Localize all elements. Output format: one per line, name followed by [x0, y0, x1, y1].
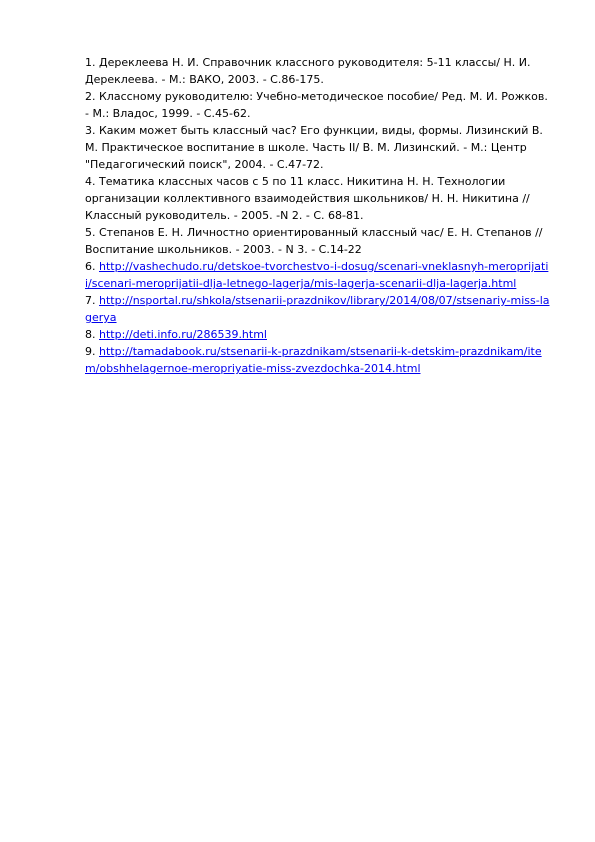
reference-item-7 [85, 292, 555, 326]
reference-number: 8. [85, 328, 96, 341]
reference-number: 1. [85, 56, 96, 69]
reference-text: Классному руководителю: Учебно-методическое пособие/ Ред. М. И. Рожков. - М.: Владос, 1999. - С.45-62. [85, 90, 548, 120]
reference-item-8 [85, 326, 555, 343]
reference-item-2 [85, 88, 555, 122]
reference-number: 5. [85, 226, 96, 239]
reference-link[interactable]: http://nsportal.ru/shkola/stsenarii-prazdnikov/library/2014/08/07/stsenariy-miss-lagerya [85, 294, 550, 324]
reference-number: 7. [85, 294, 96, 307]
reference-text: Дереклеева Н. И. Справочник классного руководителя: 5-11 классы/ Н. И. Дереклеева. - М.: ВАКО, 2003. - С.86-175. [85, 56, 531, 86]
reference-text: Тематика классных часов с 5 по 11 класс. Никитина Н. Н. Технологии организации коллективного взаимодействия школьников/ Н. Н. Никитина //Классный руководитель. - 2005. -N 2. - С. 68-81. [85, 175, 530, 222]
reference-item-5 [85, 224, 555, 258]
reference-number: 3. [85, 124, 96, 137]
reference-text: Степанов Е. Н. Личностно ориентированный классный час/ Е. Н. Степанов //Воспитание школьников. - 2003. - N 3. - С.14-22 [85, 226, 543, 256]
reference-number: 6. [85, 260, 96, 273]
reference-item-9 [85, 343, 555, 377]
reference-link[interactable]: http://vashechudo.ru/detskoe-tvorchestvo-i-dosug/scenari-vneklasnyh-meroprijatii/scenari-meroprijatii-dlja-letnego-lagerja/mis-lagerja-scenarii-dlja-lagerja.html [85, 260, 549, 290]
reference-item-1 [85, 54, 555, 88]
reference-item-3 [85, 122, 555, 173]
reference-number: 9. [85, 345, 96, 358]
reference-link[interactable]: http://tamadabook.ru/stsenarii-k-prazdnikam/stsenarii-k-detskim-prazdnikam/item/obshhelagernoe-meropriyatie-miss-zvezdochka-2014.html [85, 345, 542, 375]
reference-link[interactable]: http://deti.info.ru/286539.html [99, 328, 267, 341]
reference-item-6 [85, 258, 555, 292]
reference-number: 2. [85, 90, 96, 103]
reference-list [85, 54, 555, 377]
reference-text: Каким может быть классный час? Его функции, виды, формы. Лизинский В. М. Практическое воспитание в школе. Часть II/ В. М. Лизинский. - М.: Центр "Педагогический поиск", 2004. - С.47-72. [85, 124, 543, 171]
reference-item-4 [85, 173, 555, 224]
reference-number: 4. [85, 175, 96, 188]
